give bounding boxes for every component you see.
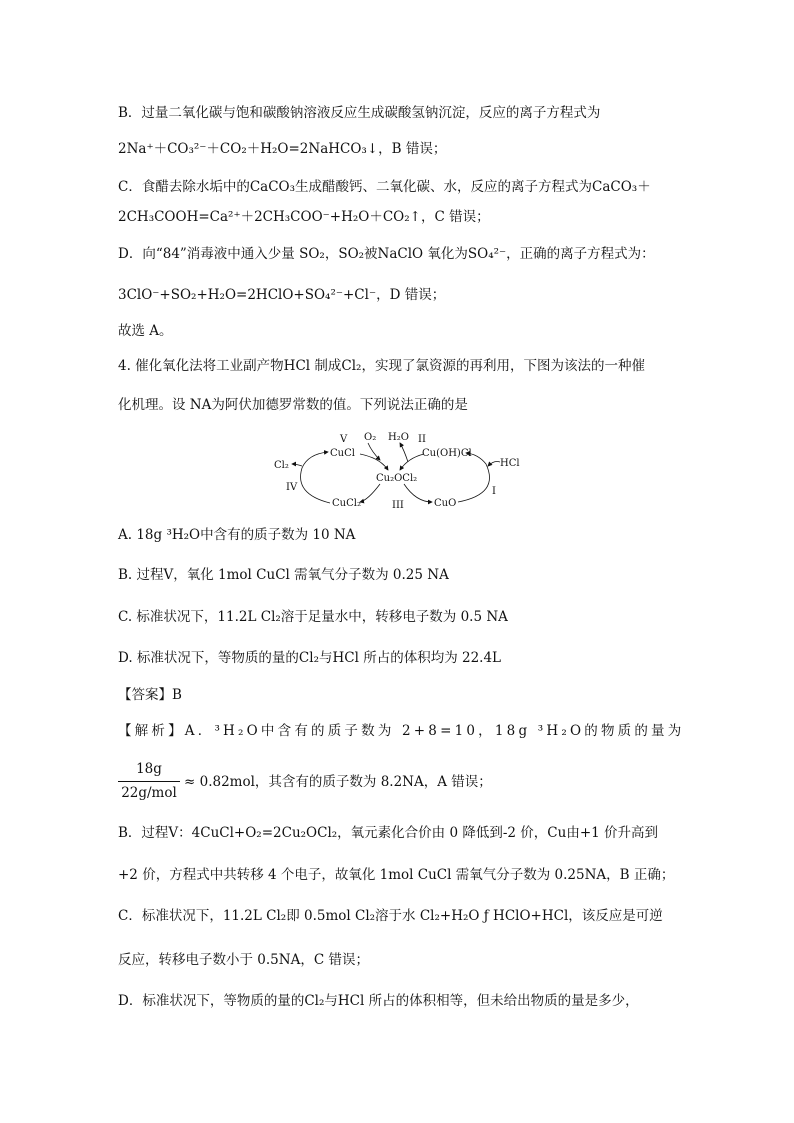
- analysis-line-7: D．标准状况下，等物质的量的Cl₂与HCl 所占的体积相等，但未给出物质的量是多少，: [118, 993, 639, 1009]
- arrow-cu2ocl2-to-cuo: [404, 484, 432, 502]
- label-step2: II: [418, 434, 426, 445]
- arrow-cuohcl-to-cu2ocl2: [400, 454, 424, 470]
- analysis-line-4: +2 价，方程式中共转移 4 个电子，故氧化 1mol CuCl 需氧气分子数为 0.25NA，B 正确；: [118, 867, 675, 883]
- text-line-7: 故选 A。: [118, 323, 173, 339]
- text-line-1: B．过量二氧化碳与饱和碳酸钠溶液反应生成碳酸氢钠沉淀，反应的离子方程式为: [118, 105, 601, 121]
- text-line-5: D．向“84”消毒液中通入少量 SO₂，SO₂被NaClO 氧化为SO₄²⁻，正确的离子方程式为：: [118, 246, 655, 262]
- analysis-line-2: ≈ 0.82mol，其含有的质子数为 8.2NA，A 错误；: [184, 774, 492, 790]
- label-step4: IV: [286, 482, 298, 493]
- option-a: A. 18g ³H₂O中含有的质子数为 10 NA: [118, 527, 356, 543]
- analysis-line-5: C．标准状况下，11.2L Cl₂即 0.5mol Cl₂溶于水 Cl₂+H₂O ƒ HClO+HCl，该反应是可逆: [118, 908, 663, 924]
- label-h2o: H₂O: [388, 432, 409, 443]
- option-b: B. 过程Ⅴ，氧化 1mol CuCl 需氧气分子数为 0.25 NA: [118, 567, 449, 583]
- option-d: D. 标准状况下，等物质的量的Cl₂与HCl 所占的体积均为 22.4L: [118, 650, 502, 666]
- label-hcl: HCl: [500, 458, 520, 469]
- text-line-3: C．食醋去除水垢中的CaCO₃生成醋酸钙、二氧化碳、水，反应的离子方程式为CaCO₃＋: [118, 179, 651, 195]
- arrow-h2o-out: [400, 443, 408, 462]
- text-line-4: 2CH₃COOH=Ca²⁺＋2CH₃COO⁻+H₂O＋CO₂↑，C 错误；: [118, 209, 490, 225]
- label-cl2: Cl₂: [274, 460, 289, 471]
- catalytic-mechanism-diagram: [268, 430, 538, 514]
- arrow-cucl-to-cu2ocl2: [360, 454, 388, 470]
- analysis-line-6: 反应，转移电子数小于 0.5NA，C 错误；: [118, 952, 369, 968]
- fraction-bar: [118, 781, 180, 782]
- fraction-numerator: 18g: [136, 761, 162, 777]
- arrow-cuo-to-cuohcl: [458, 453, 490, 502]
- label-step1: I: [492, 486, 496, 497]
- question-4-line-1: 4. 催化氧化法将工业副产物HCl 制成Cl₂，实现了氯资源的再利用，下图为该法的一种催: [118, 358, 645, 374]
- label-step3: III: [392, 500, 404, 511]
- label-cucl: CuCl: [330, 448, 355, 459]
- arrow-cucl2-to-cucl: [301, 452, 330, 503]
- arrow-cu2ocl2-to-cucl2: [360, 484, 380, 502]
- fraction-moles: [118, 760, 180, 804]
- label-cuohcl: Cu(OH)Cl: [422, 448, 472, 459]
- arrow-hcl-in: [488, 462, 500, 467]
- text-line-6: 3ClO⁻+SO₂+H₂O=2HClO+SO₄²⁻+Cl⁻，D 错误；: [118, 287, 446, 303]
- question-4-line-2: 化机理。设 NA为阿伏加德罗常数的值。下列说法正确的是: [118, 397, 468, 413]
- label-cuo: CuO: [434, 498, 457, 509]
- label-cucl2: CuCl₂: [332, 498, 361, 509]
- label-cu2ocl2: Cu₂OCl₂: [376, 473, 418, 484]
- analysis-line-1: 【解析】A．³H₂O中含有的质子数为 2+8=10，18g ³H₂O的物质的量为: [118, 723, 685, 739]
- arrow-cl2-out: [292, 464, 302, 466]
- answer: 【答案】B: [118, 687, 182, 703]
- text-line-2: 2Na⁺＋CO₃²⁻＋CO₂＋H₂O=2NaHCO₃↓，B 错误；: [118, 141, 447, 157]
- label-o2: O₂: [364, 432, 377, 443]
- option-c: C. 标准状况下，11.2L Cl₂溶于足量水中，转移电子数为 0.5 NA: [118, 609, 508, 625]
- fraction-denominator: 22g/mol: [121, 785, 177, 801]
- analysis-line-3: B．过程Ⅴ：4CuCl+O₂=2Cu₂OCl₂，氧元素化合价由 0 降低到-2 价，Cu由+1 价升高到: [118, 825, 659, 841]
- arrow-o2-in: [368, 443, 380, 460]
- label-step5: V: [340, 434, 348, 445]
